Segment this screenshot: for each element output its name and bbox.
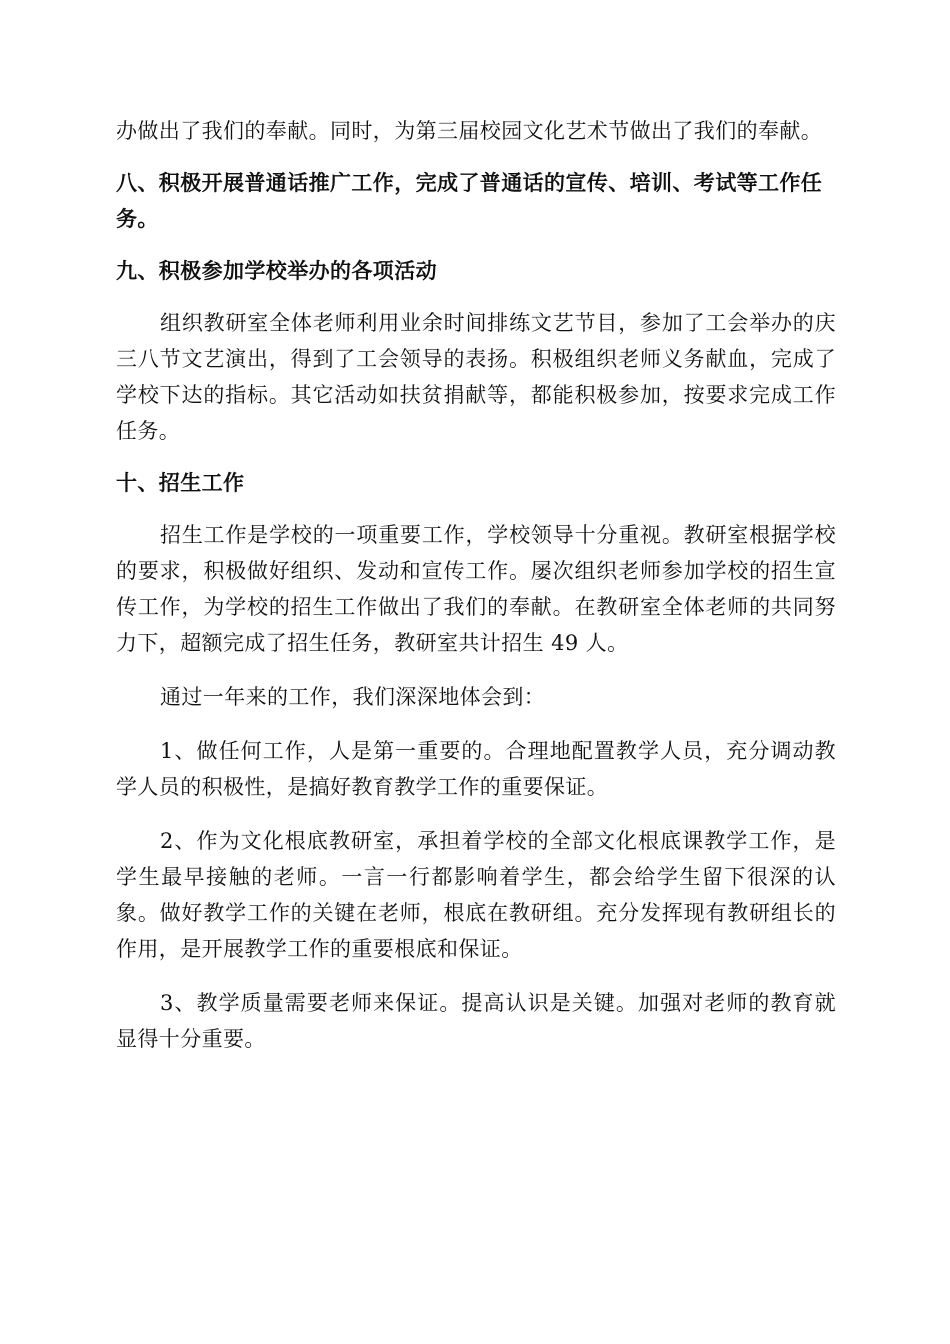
- list-item-2: 2、作为文化根底教研室，承担着学校的全部文化根底课教学工作，是学生最早接触的老师。一言一行都影响着学生，都会给学生留下很深的认象。做好教学工作的关键在老师，根底在教研组。充分发挥现有教研组长的作用，是开展教学工作的重要根底和保证。: [116, 829, 836, 961]
- continuation-paragraph: 办做出了我们的奉献。同时，为第三届校园文化艺术节做出了我们的奉献。: [116, 119, 823, 143]
- list-item-3: 3、教学质量需要老师来保证。提高认识是关键。加强对老师的教育就显得十分重要。: [116, 991, 836, 1051]
- section-heading-9: 九、积极参加学校举办的各项活动: [116, 259, 437, 283]
- section-9-paragraph: 组织教研室全体老师利用业余时间排练文艺节目，参加了工会举办的庆三八节文艺演出，得到了工会领导的表扬。积极组织老师义务献血，完成了学校下达的指标。其它活动如扶贫捐献等，都能积极参加，按要求完成工作任务。: [116, 311, 836, 443]
- section-heading-8: 八、积极开展普通话推广工作，完成了普通话的宣传、培训、考试等工作任务。: [116, 171, 823, 231]
- summary-paragraph: 通过一年来的工作，我们深深地体会到：: [160, 685, 546, 709]
- section-heading-10: 十、招生工作: [116, 471, 245, 495]
- section-10-paragraph: 招生工作是学校的一项重要工作，学校领导十分重视。教研室根据学校的要求，积极做好组织、发动和宣传工作。屡次组织老师参加学校的招生宣传工作，为学校的招生工作做出了我们的奉献。在教研室全体老师的共同努力下，超额完成了招生任务，教研室共计招生 49 人。: [116, 523, 836, 655]
- list-item-1: 1、做任何工作，人是第一重要的。合理地配置教学人员，充分调动教学人员的积极性，是搞好教育教学工作的重要保证。: [116, 739, 836, 799]
- document-page: [116, 113, 836, 1057]
